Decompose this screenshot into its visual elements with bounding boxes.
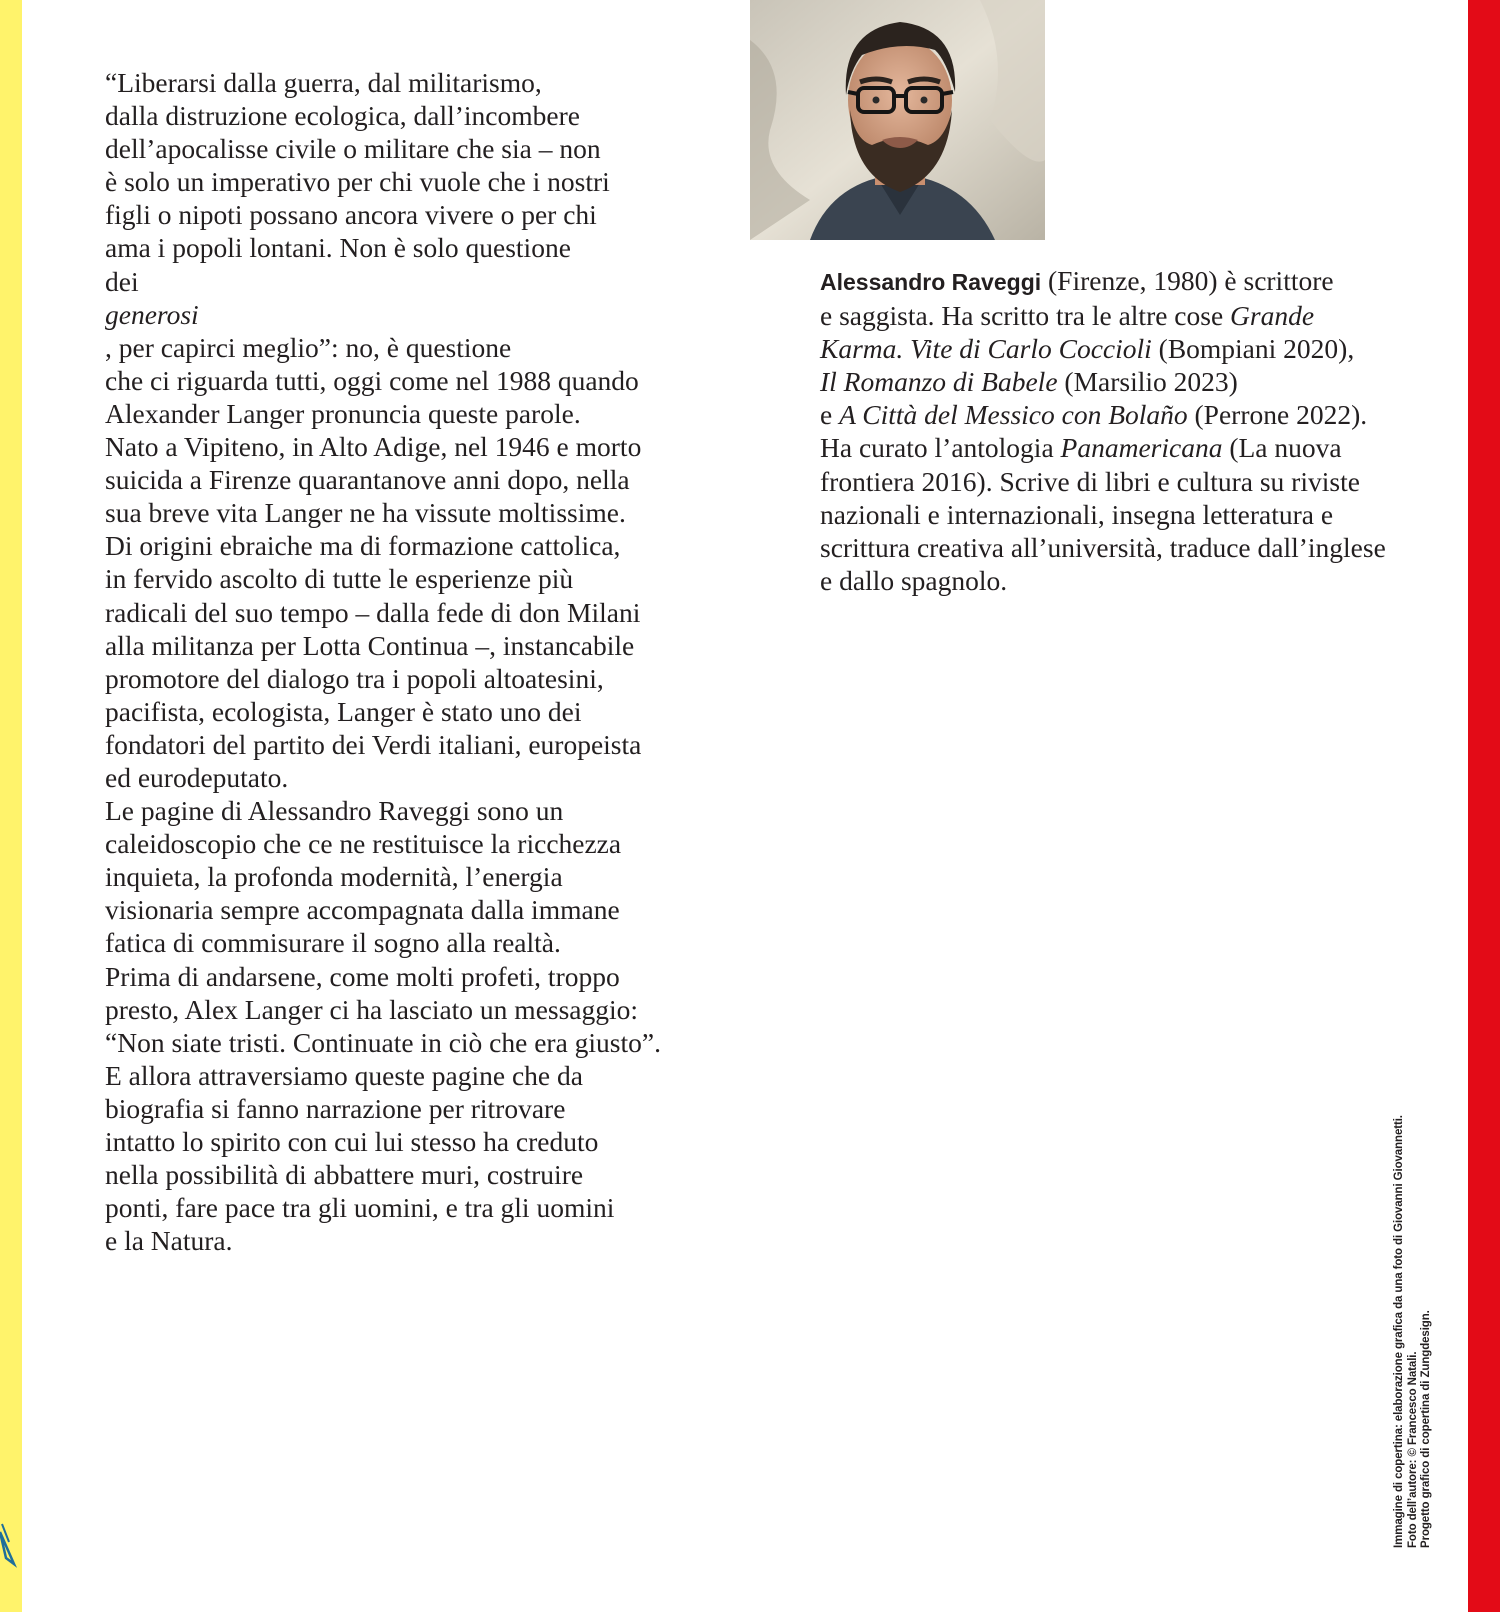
- credit-cover-image: Immagine di copertina: elaborazione grafica da una foto di Giovanni Giovannetti.: [1393, 1115, 1405, 1548]
- blurb-line: dei generosi , per capirci meglio”: no, è questione: [105, 265, 512, 363]
- blurb-line: dell’apocalisse civile o militare che sia – non: [105, 133, 601, 165]
- back-cover-blurb: [105, 66, 705, 1257]
- blurb-line: dalla distruzione ecologica, dall’incombere: [105, 100, 580, 132]
- blurb-line: che ci riguarda tutti, oggi come nel 1988 quando: [105, 364, 639, 396]
- leaf-graphic-icon: [0, 1520, 22, 1590]
- blurb-line: fondatori del partito dei Verdi italiani, europeista: [105, 728, 642, 760]
- blurb-line: è solo un imperativo per chi vuole che i nostri: [105, 166, 610, 198]
- blurb-line: figli o nipoti possano ancora vivere o per chi: [105, 199, 597, 231]
- blurb-line: caleidoscopio che ce ne restituisce la ricchezza: [105, 828, 622, 860]
- author-name: Alessandro Raveggi: [820, 269, 1042, 295]
- blurb-line: ponti, fare pace tra gli uomini, e tra gli uomini: [105, 1192, 615, 1224]
- cover-credits: [1393, 1115, 1434, 1548]
- blurb-line: “Liberarsi dalla guerra, dal militarismo,: [105, 67, 542, 98]
- right-red-strip: [1468, 0, 1500, 1612]
- blurb-line: promotore del dialogo tra i popoli altoatesini,: [105, 662, 604, 694]
- blurb-line: E allora attraversiamo queste pagine che da: [105, 1059, 583, 1091]
- blurb-line: Alexander Langer pronuncia queste parole.: [105, 397, 581, 429]
- author-photo: [750, 0, 1045, 240]
- blurb-line: presto, Alex Langer ci ha lasciato un messaggio:: [105, 993, 639, 1025]
- blurb-line: ama i popoli lontani. Non è solo questione: [105, 232, 571, 264]
- blurb-line: fatica di commisurare il sogno alla realtà.: [105, 927, 561, 959]
- blurb-line: visionaria sempre accompagnata dalla immane: [105, 894, 620, 926]
- blurb-line: inquieta, la profonda modernità, l’energia: [105, 861, 563, 893]
- blurb-line: pacifista, ecologista, Langer è stato uno dei: [105, 695, 582, 727]
- author-bio: Alessandro Raveggi (Firenze, 1980) è scrittore e saggista. Ha scritto tra le altre cose Grande Karma. Vite di Carlo Coccioli (Bompiani 2020), Il Romanzo di Babele (Marsilio 2023) e A Città del Messico con Bolaño (Perrone 2022). Ha curato l’antologia Panamericana (La nuova frontiera 2016). Scrive di libri e cultura su riviste nazionali e internazionali, insegna letteratura e scrittura creativa all’università, traduce dall’inglese e dallo spagnolo.: [820, 265, 1386, 596]
- blurb-line: in fervido ascolto di tutte le esperienze più: [105, 563, 574, 595]
- blurb-line: Nato a Vipiteno, in Alto Adige, nel 1946 e morto: [105, 431, 642, 463]
- blurb-line: biografia si fanno narrazione per ritrovare: [105, 1092, 566, 1124]
- blurb-line: nella possibilità di abbattere muri, costruire: [105, 1159, 584, 1191]
- blurb-line: ed eurodeputato.: [105, 761, 289, 793]
- blurb-line: intatto lo spirito con cui lui stesso ha creduto: [105, 1126, 599, 1157]
- left-yellow-strip: [0, 0, 22, 1612]
- blurb-line: Di origini ebraiche ma di formazione cattolica,: [105, 530, 621, 562]
- blurb-line: alla militanza per Lotta Continua –, instancabile: [105, 629, 635, 661]
- blurb-line: “Non siate tristi. Continuate in ciò che era giusto”.: [105, 1026, 661, 1058]
- blurb-line: Prima di andarsene, come molti profeti, troppo: [105, 960, 620, 992]
- blurb-line: radicali del suo tempo – dalla fede di don Milani: [105, 596, 641, 628]
- credit-graphic-design: Progetto grafico di copertina di Zungdesign.: [1420, 1310, 1432, 1548]
- credit-author-photo: Foto dell’autore: © Francesco Natali.: [1406, 1351, 1419, 1548]
- blurb-line: suicida a Firenze quarantanove anni dopo, nella: [105, 464, 630, 496]
- blurb-line: sua breve vita Langer ne ha vissute moltissime.: [105, 497, 626, 529]
- blurb-line: Le pagine di Alessandro Raveggi sono un: [105, 795, 564, 827]
- blurb-line: e la Natura.: [105, 1225, 233, 1257]
